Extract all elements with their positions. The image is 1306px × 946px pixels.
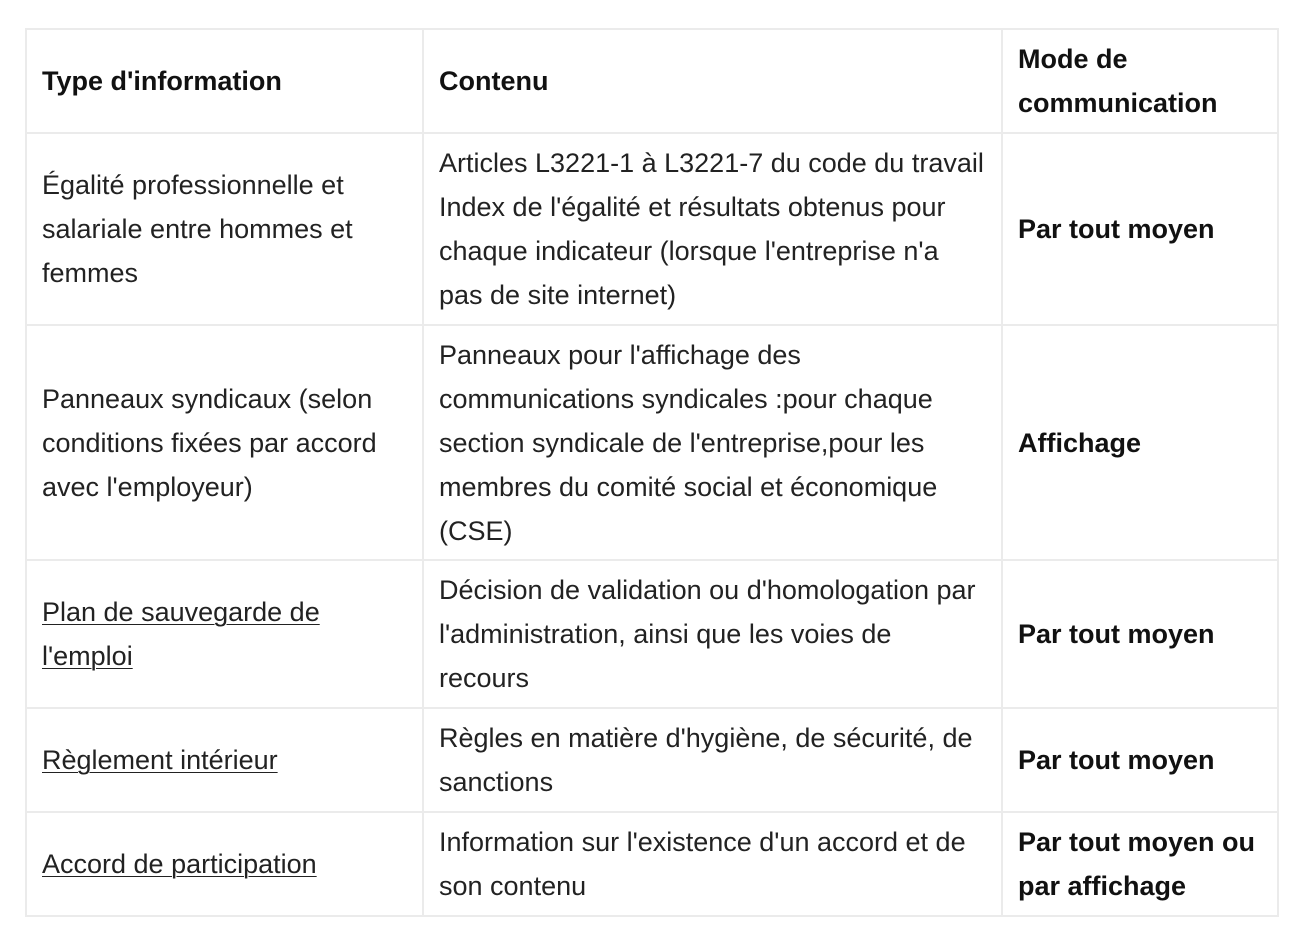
- header-contenu: Contenu: [423, 29, 1002, 133]
- table-row: [26, 133, 1278, 325]
- type-cell: Égalité professionnelle et salariale entre hommes et femmes: [26, 133, 423, 325]
- contenu-cell: Articles L3221-1 à L3221-7 du code du travail Index de l'égalité et résultats obtenus pour chaque indicateur (lorsque l'entreprise n'a pas de site internet): [423, 133, 1002, 325]
- table-row: [26, 560, 1278, 708]
- table-row: [26, 812, 1278, 916]
- information-table-container: [25, 28, 1279, 917]
- accord-participation-link[interactable]: Accord de participation: [42, 849, 317, 879]
- mode-cell: Par tout moyen: [1002, 133, 1278, 325]
- table-row: [26, 325, 1278, 560]
- type-cell: [26, 812, 423, 916]
- header-mode: Mode de communication: [1002, 29, 1278, 133]
- type-cell: Panneaux syndicaux (selon conditions fixées par accord avec l'employeur): [26, 325, 423, 560]
- information-table: [25, 28, 1279, 917]
- contenu-cell: Règles en matière d'hygiène, de sécurité, de sanctions: [423, 708, 1002, 812]
- mode-cell: Par tout moyen: [1002, 708, 1278, 812]
- contenu-cell: Information sur l'existence d'un accord et de son contenu: [423, 812, 1002, 916]
- plan-sauvegarde-link[interactable]: Plan de sauvegarde de l'emploi: [42, 597, 320, 671]
- contenu-cell: Décision de validation ou d'homologation par l'administration, ainsi que les voies de recours: [423, 560, 1002, 708]
- contenu-cell: Panneaux pour l'affichage des communications syndicales :pour chaque section syndicale de l'entreprise,pour les membres du comité social et économique (CSE): [423, 325, 1002, 560]
- mode-cell: Par tout moyen: [1002, 560, 1278, 708]
- mode-cell: Par tout moyen ou par affichage: [1002, 812, 1278, 916]
- mode-cell: Affichage: [1002, 325, 1278, 560]
- header-type: Type d'information: [26, 29, 423, 133]
- table-header-row: [26, 29, 1278, 133]
- reglement-interieur-link[interactable]: Règlement intérieur: [42, 745, 278, 775]
- type-cell: [26, 708, 423, 812]
- table-row: [26, 708, 1278, 812]
- type-cell: [26, 560, 423, 708]
